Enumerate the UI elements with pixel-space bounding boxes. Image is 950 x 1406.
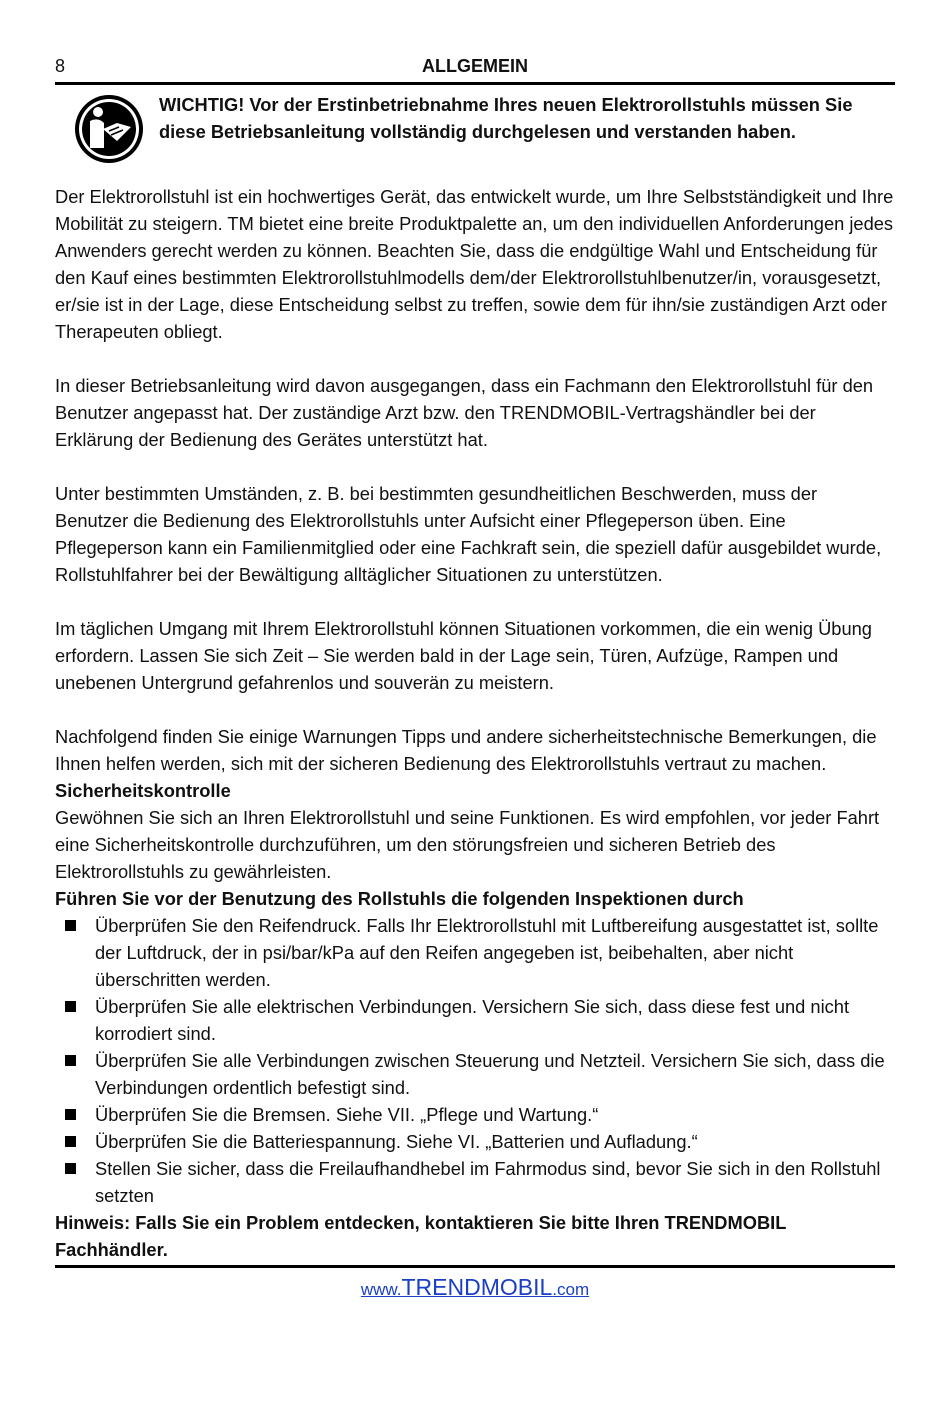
bullet-square-icon bbox=[65, 920, 76, 931]
important-notice-text: WICHTIG! Vor der Erstinbetriebnahme Ihres neuen Elektrorollstuhls müssen Sie diese Betriebsanleitung vollständig durchgelesen und verstanden haben. bbox=[159, 94, 853, 142]
section-title: ALLGEMEIN bbox=[422, 56, 528, 76]
list-item: Überprüfen Sie alle Verbindungen zwischen Steuerung und Netzteil. Versichern Sie sich, dass die Verbindungen ordentlich befestigt sind. bbox=[55, 1047, 895, 1101]
page-number: 8 bbox=[55, 56, 66, 76]
important-notice bbox=[55, 91, 895, 165]
bullet-square-icon bbox=[65, 1163, 76, 1174]
list-item: Überprüfen Sie die Bremsen. Siehe VII. „Pflege und Wartung.“ bbox=[55, 1101, 895, 1128]
bullet-square-icon bbox=[65, 1136, 76, 1147]
header-rule bbox=[55, 82, 895, 85]
body-text bbox=[55, 183, 895, 1263]
list-item: Überprüfen Sie den Reifendruck. Falls Ihr Elektrorollstuhl mit Luftbereifung ausgestattet ist, sollte der Luftdruck, der in psi/bar/kPa auf den Reifen angegeben ist, beibehalten, aber nicht überschritten werden. bbox=[55, 912, 895, 993]
bullet-square-icon bbox=[65, 1055, 76, 1066]
bullet-square-icon bbox=[65, 1001, 76, 1012]
page-header bbox=[55, 56, 895, 82]
bullet-square-icon bbox=[65, 1109, 76, 1120]
website-link[interactable]: www.TRENDMOBIL.com bbox=[360, 1274, 590, 1300]
safety-intro: Gewöhnen Sie sich an Ihren Elektrorollstuhl und seine Funktionen. Es wird empfohlen, vor jeder Fahrt eine Sicherheitskontrolle durchzuführen, um den störungsfreien und sicheren Betrieb des Elektrorollstuhls zu gewährleisten. bbox=[55, 807, 880, 882]
list-item: Überprüfen Sie die Batteriespannung. Siehe VI. „Batterien und Aufladung.“ bbox=[55, 1128, 895, 1155]
manual-page bbox=[55, 56, 895, 1301]
paragraph: In dieser Betriebsanleitung wird davon ausgegangen, dass ein Fachmann den Elektrorollstuhl für den Benutzer angepasst hat. Der zuständige Arzt bzw. den TRENDMOBIL-Vertragshändler bei der Erklärung der Bedienung des Gerätes unterstützt hat. bbox=[55, 375, 874, 450]
inspection-checklist bbox=[55, 912, 895, 1209]
checklist-heading: Führen Sie vor der Benutzung des Rollstuhls die folgenden Inspektionen durch bbox=[55, 888, 744, 909]
footer-rule bbox=[55, 1265, 895, 1268]
problem-note: Hinweis: Falls Sie ein Problem entdecken, kontaktieren Sie bitte Ihren TRENDMOBIL Fachhändler. bbox=[55, 1212, 787, 1260]
list-item: Stellen Sie sicher, dass die Freilaufhandhebel im Fahrmodus sind, bevor Sie sich in den Rollstuhl setzten bbox=[55, 1155, 895, 1209]
paragraph: Unter bestimmten Umständen, z. B. bei bestimmten gesundheitlichen Beschwerden, muss der Benutzer die Bedienung des Elektrorollstuhls unter Aufsicht einer Pflegeperson üben. Eine Pflegeperson kann ein Familienmitglied oder eine Fachkraft sein, die speziell dafür ausgebildet wurde, Rollstuhlfahrer bei der Bewältigung alltäglicher Situationen zu unterstützen. bbox=[55, 483, 882, 585]
paragraph: Im täglichen Umgang mit Ihrem Elektrorollstuhl können Situationen vorkommen, die ein wenig Übung erfordern. Lassen Sie sich Zeit – Sie werden bald in der Lage sein, Türen, Aufzüge, Rampen und unebenen Untergrund gefahrenlos und souverän zu meistern. bbox=[55, 618, 872, 693]
page-footer bbox=[55, 1274, 895, 1301]
paragraph: Der Elektrorollstuhl ist ein hochwertiges Gerät, das entwickelt wurde, um Ihre Selbstständigkeit und Ihre Mobilität zu steigern. TM bietet eine breite Produktpalette an, um den individuellen Anforderungen jedes Anwenders gerecht werden zu können. Beachten Sie, dass die endgültige Wahl und Entscheidung für den Kauf eines bestimmten Elektrorollstuhlmodells dem/der Elektrorollstuhlbenutzer/in, vorausgesetzt, er/sie ist in der Lage, diese Entscheidung selbst zu treffen, sowie dem für ihn/sie zuständigen Arzt oder Therapeuten obliegt. bbox=[55, 186, 894, 342]
paragraph: Nachfolgend finden Sie einige Warnungen Tipps und andere sicherheitstechnische Bemerkungen, die Ihnen helfen werden, sich mit der sicheren Bedienung des Elektrorollstuhls vertraut zu machen. bbox=[55, 726, 877, 774]
safety-heading: Sicherheitskontrolle bbox=[55, 780, 231, 801]
list-item: Überprüfen Sie alle elektrischen Verbindungen. Versichern Sie sich, dass diese fest und nicht korrodiert sind. bbox=[55, 993, 895, 1047]
read-manual-icon bbox=[73, 93, 145, 165]
